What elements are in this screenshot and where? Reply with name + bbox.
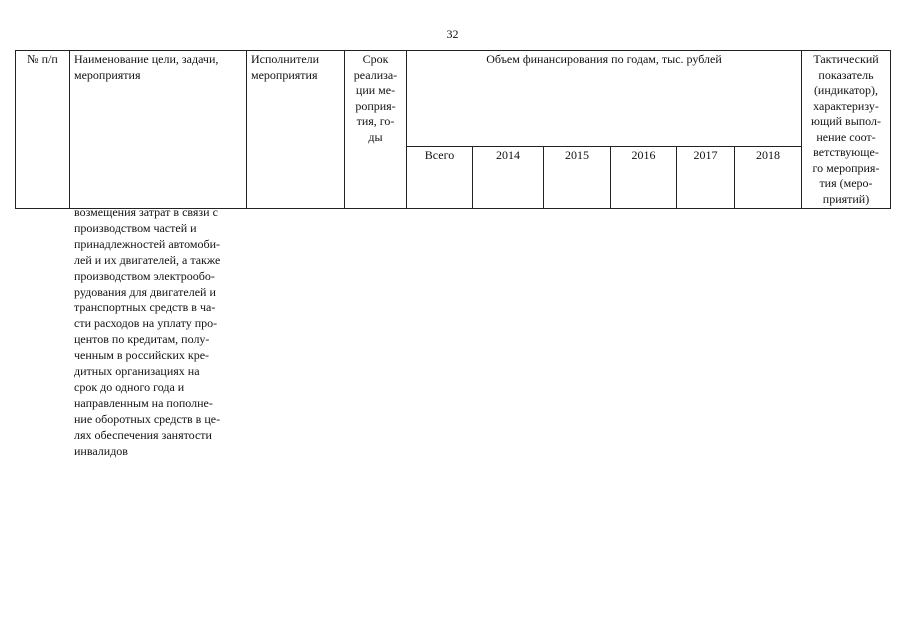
header-term: Срок реализа- ции ме- роприя- тия, го- ды (345, 51, 407, 209)
header-total: Всего (407, 147, 473, 209)
continuation-line: рудования для двигателей и (74, 284, 216, 299)
continuation-line: возмещения затрат в связи с (74, 205, 218, 219)
continuation-line: ние оборотных средств в це- (74, 411, 221, 426)
page-number: 32 (446, 27, 459, 41)
program-table-header (15, 50, 891, 209)
continuation-line: ченным в российских кре- (74, 348, 210, 363)
header-executors: Исполнители мероприятия (247, 51, 345, 209)
continuation-line: инвалидов (74, 443, 128, 458)
header-year-2015: 2015 (544, 147, 611, 209)
header-indicator: Тактический показатель (индикатор), характеризу- ющий выпол- нение соот- ветствующе- го мероприя- тия (меро- приятий) (802, 51, 891, 209)
header-name: Наименование цели, задачи, мероприятия (70, 51, 247, 209)
continuation-line: производством частей и (74, 220, 197, 235)
continuation-line: лей и их двигателей, а также (74, 252, 221, 267)
continuation-line: принадлежностей автомоби- (74, 236, 221, 251)
continuation-line: лях обеспечения занятости (74, 427, 212, 442)
header-num: № п/п (16, 51, 70, 209)
continuation-line: центов по кредитам, полу- (74, 332, 210, 347)
header-year-2017: 2017 (677, 147, 735, 209)
continuation-line: дитных организациях на (74, 364, 200, 379)
header-year-2016: 2016 (611, 147, 677, 209)
header-year-2014: 2014 (473, 147, 544, 209)
continuation-line: сти расходов на уплату про- (74, 316, 218, 331)
continuation-text (74, 205, 244, 460)
continuation-line: транспортных средств в ча- (74, 300, 216, 315)
continuation-line: направленным на пополне- (74, 395, 213, 410)
header-year-2018: 2018 (735, 147, 802, 209)
continuation-line: производством электрообо- (74, 268, 215, 283)
header-finance: Объем финансирования по годам, тыс. рублей (407, 51, 802, 147)
continuation-line: срок до одного года и (74, 379, 185, 394)
